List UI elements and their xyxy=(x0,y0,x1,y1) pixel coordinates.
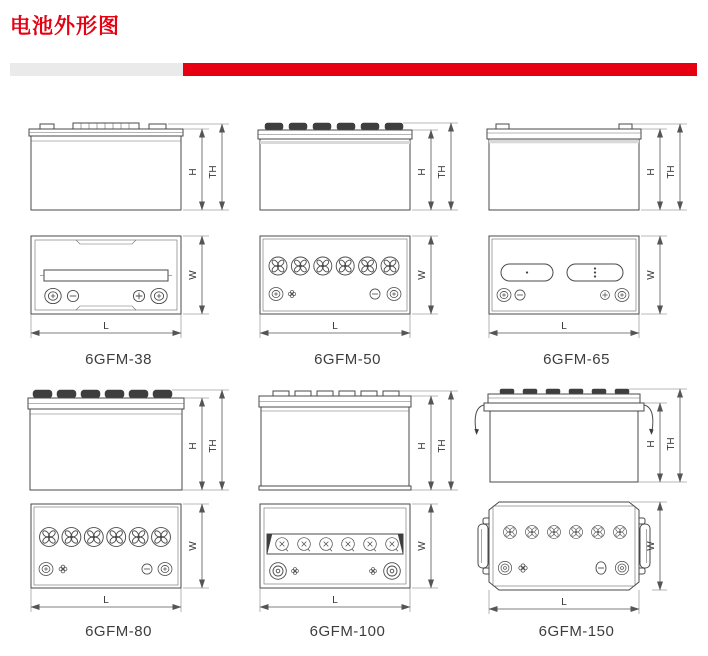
vent-cap-icon xyxy=(267,255,401,277)
battery-model-label: 6GFM-150 xyxy=(538,623,615,640)
dim-label-l: L xyxy=(103,595,109,606)
battery-model-label: 6GFM-65 xyxy=(543,351,610,368)
negative-terminal-icon xyxy=(384,563,401,580)
negative-symbol-icon xyxy=(67,290,78,301)
dim-label-l: L xyxy=(561,321,567,332)
top-view-6gfm-80 xyxy=(16,496,236,622)
divider-bar xyxy=(10,63,697,76)
battery-card-6gfm-100 xyxy=(245,378,474,640)
dim-label-w: W xyxy=(417,541,428,551)
battery-model-label: 6GFM-80 xyxy=(85,623,152,640)
dim-label-h: H xyxy=(188,168,199,176)
top-view-6gfm-100 xyxy=(245,496,465,622)
dim-label-th: TH xyxy=(666,165,677,179)
vent-cap-icon xyxy=(265,123,403,130)
dim-label-w: W xyxy=(646,541,657,551)
dim-label-w: W xyxy=(188,270,199,280)
side-view-6gfm-80 xyxy=(16,378,236,496)
dim-label-l: L xyxy=(332,595,338,606)
vent-cap-icon xyxy=(38,526,173,549)
vent-cap-icon xyxy=(33,390,172,398)
dim-label-h: H xyxy=(417,442,428,450)
top-view-6gfm-38 xyxy=(16,228,236,350)
side-view-6gfm-150 xyxy=(474,378,694,496)
dim-label-l: L xyxy=(561,597,567,608)
dim-label-h: H xyxy=(646,168,657,176)
dim-label-th: TH xyxy=(437,165,448,179)
battery-card-6gfm-150 xyxy=(474,378,703,640)
handle-icon xyxy=(475,405,654,434)
dim-label-th: TH xyxy=(666,437,677,451)
dim-label-th: TH xyxy=(208,165,219,179)
vent-cap-icon xyxy=(273,391,399,396)
negative-terminal-icon xyxy=(387,288,401,301)
battery-drawings-grid xyxy=(16,110,708,640)
dim-label-th: TH xyxy=(208,439,219,453)
top-view-6gfm-65 xyxy=(474,228,694,350)
divider-gray-segment xyxy=(10,63,183,76)
positive-terminal-icon xyxy=(269,288,283,301)
positive-terminal-icon xyxy=(270,563,287,580)
positive-symbol-icon xyxy=(601,291,610,300)
side-view-6gfm-65 xyxy=(474,110,694,228)
positive-symbol-icon xyxy=(288,290,295,297)
negative-symbol-icon xyxy=(370,568,377,575)
dim-label-h: H xyxy=(417,168,428,176)
side-view-6gfm-100 xyxy=(245,378,465,496)
dim-label-l: L xyxy=(332,321,338,332)
dim-label-w: W xyxy=(188,541,199,551)
battery-card-6gfm-80 xyxy=(16,378,245,640)
negative-terminal-icon xyxy=(497,289,511,302)
positive-symbol-icon xyxy=(292,568,299,575)
dim-label-w: W xyxy=(646,270,657,280)
battery-model-label: 6GFM-50 xyxy=(314,351,381,368)
vent-cap-icon xyxy=(500,389,629,394)
side-view-6gfm-50 xyxy=(245,110,465,228)
battery-model-label: 6GFM-38 xyxy=(85,351,152,368)
positive-symbol-icon xyxy=(59,565,67,573)
top-view-6gfm-150 xyxy=(474,496,694,622)
positive-symbol-icon xyxy=(133,290,144,301)
positive-terminal-icon xyxy=(151,288,167,303)
side-view-6gfm-38 xyxy=(16,110,236,228)
negative-symbol-icon xyxy=(142,564,152,574)
negative-terminal-icon xyxy=(158,563,172,576)
dim-label-th: TH xyxy=(437,439,448,453)
negative-symbol-icon xyxy=(515,290,525,300)
top-view-6gfm-50 xyxy=(245,228,465,350)
positive-terminal-icon xyxy=(39,563,53,576)
dim-label-h: H xyxy=(646,440,657,448)
battery-card-6gfm-65 xyxy=(474,110,703,368)
battery-card-6gfm-38 xyxy=(16,110,245,368)
dim-label-w: W xyxy=(417,270,428,280)
dim-label-l: L xyxy=(103,321,109,332)
dim-label-h: H xyxy=(188,442,199,450)
page-title: 电池外形图 xyxy=(10,15,120,38)
negative-terminal-icon xyxy=(45,288,61,303)
vent-cap-icon xyxy=(276,538,399,552)
negative-symbol-icon xyxy=(370,289,380,299)
battery-card-6gfm-50 xyxy=(245,110,474,368)
divider-red-segment xyxy=(183,63,697,76)
battery-model-label: 6GFM-100 xyxy=(309,623,386,640)
positive-terminal-icon xyxy=(615,289,629,302)
page-header xyxy=(0,0,708,76)
